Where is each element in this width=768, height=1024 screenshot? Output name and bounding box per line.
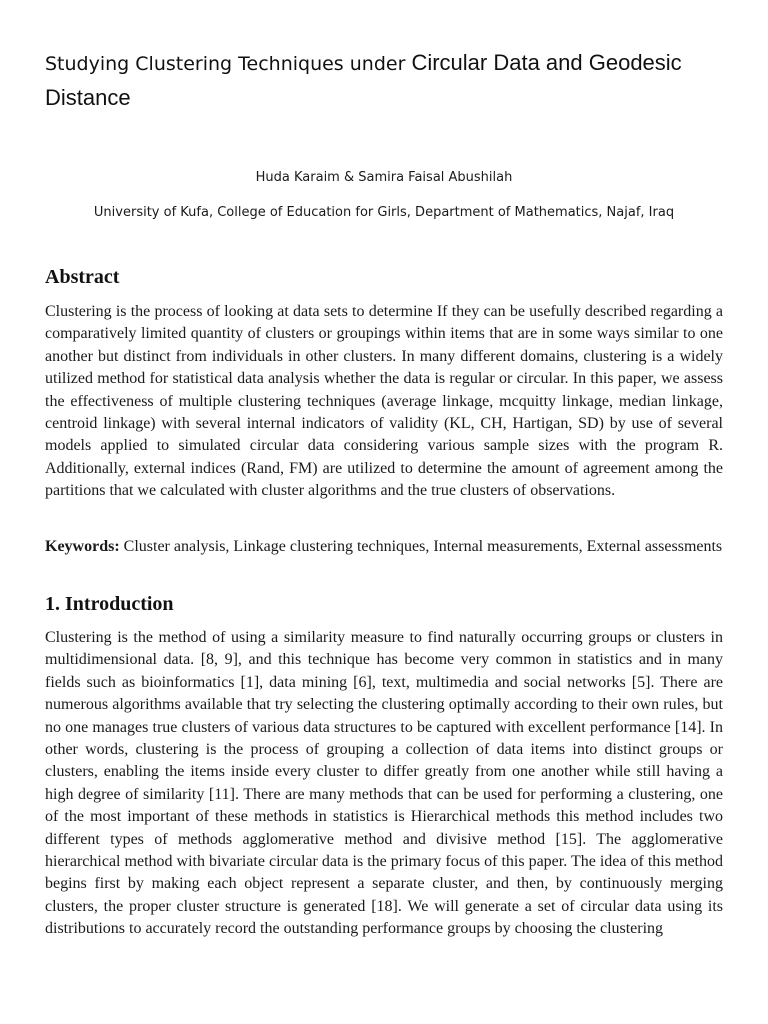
keywords-text: Cluster analysis, Linkage clustering techniques, Internal measurements, External assessments — [119, 538, 723, 555]
paper-affiliation: University of Kufa, College of Education for Girls, Department of Mathematics, Najaf, Iraq — [93, 205, 675, 220]
abstract-text: Clustering is the process of looking at data sets to determine If they can be usefully described regarding a comparatively limited quantity of clusters or groupings within items that are in some ways similar to one another but distinct from individuals in other clusters. In many different domains, clustering is a widely utilized method for statistical data analysis whether the data is regular or circular. In this paper, we assess the effectiveness of multiple clustering techniques (average linkage, mcquitty linkage, median linkage, centroid linkage) with several internal indicators of validity (KL, CH, Hartigan, SD) by use of several models applied to simulated circular data considering various sample sizes with the program R. Additionally, external indices (Rand, FM) are utilized to determine the amount of agreement among the partitions that we calculated with cluster algorithms and the true clusters of observations. — [45, 303, 723, 500]
keywords-label: Keywords: — [45, 538, 120, 555]
introduction-text: Clustering is the method of using a similarity measure to find naturally occurring groups or clusters in multidimensional data. [8, 9], and this technique has become very common in statistics and in many fields such as bioinformatics [1], data mining [6], text, multimedia and social networks [5]. There are numerous algorithms available that try selecting the clustering optimally according to their own rules, but no one manages true clusters of various data structures to be captured with excellent performance [14]. In other words, clustering is the process of grouping a collection of data items into distinct groups or clusters, enabling the items inside every cluster to differ greatly from one another while still having a high degree of similarity [11]. There are many methods that can be used for performing a clustering, one of the most important of these methods in statistics is Hierarchical methods this method includes two different types of methods agglomerative method and divisive method [15]. The agglomerative hierarchical method with bivariate circular data is the primary focus of this paper. The idea of this method begins first by making each object represent a separate cluster, and then, by continuously merging clusters, the proper cluster structure is generated [18]. We will generate a set of circular data using its distributions to accurately record the outstanding performance groups by choosing the clustering — [45, 629, 723, 938]
paper-authors: Huda Karaim & Samira Faisal Abushilah — [255, 170, 513, 185]
paper-title — [45, 46, 723, 115]
introduction-heading: 1. Introduction — [45, 593, 174, 615]
paper-title-part2: Circular Data and Geodesic Distance — [45, 50, 682, 110]
paper-title-part1: Studying Clustering Techniques under — [45, 53, 412, 75]
abstract-heading: Abstract — [45, 266, 120, 288]
keywords-line — [45, 536, 723, 558]
